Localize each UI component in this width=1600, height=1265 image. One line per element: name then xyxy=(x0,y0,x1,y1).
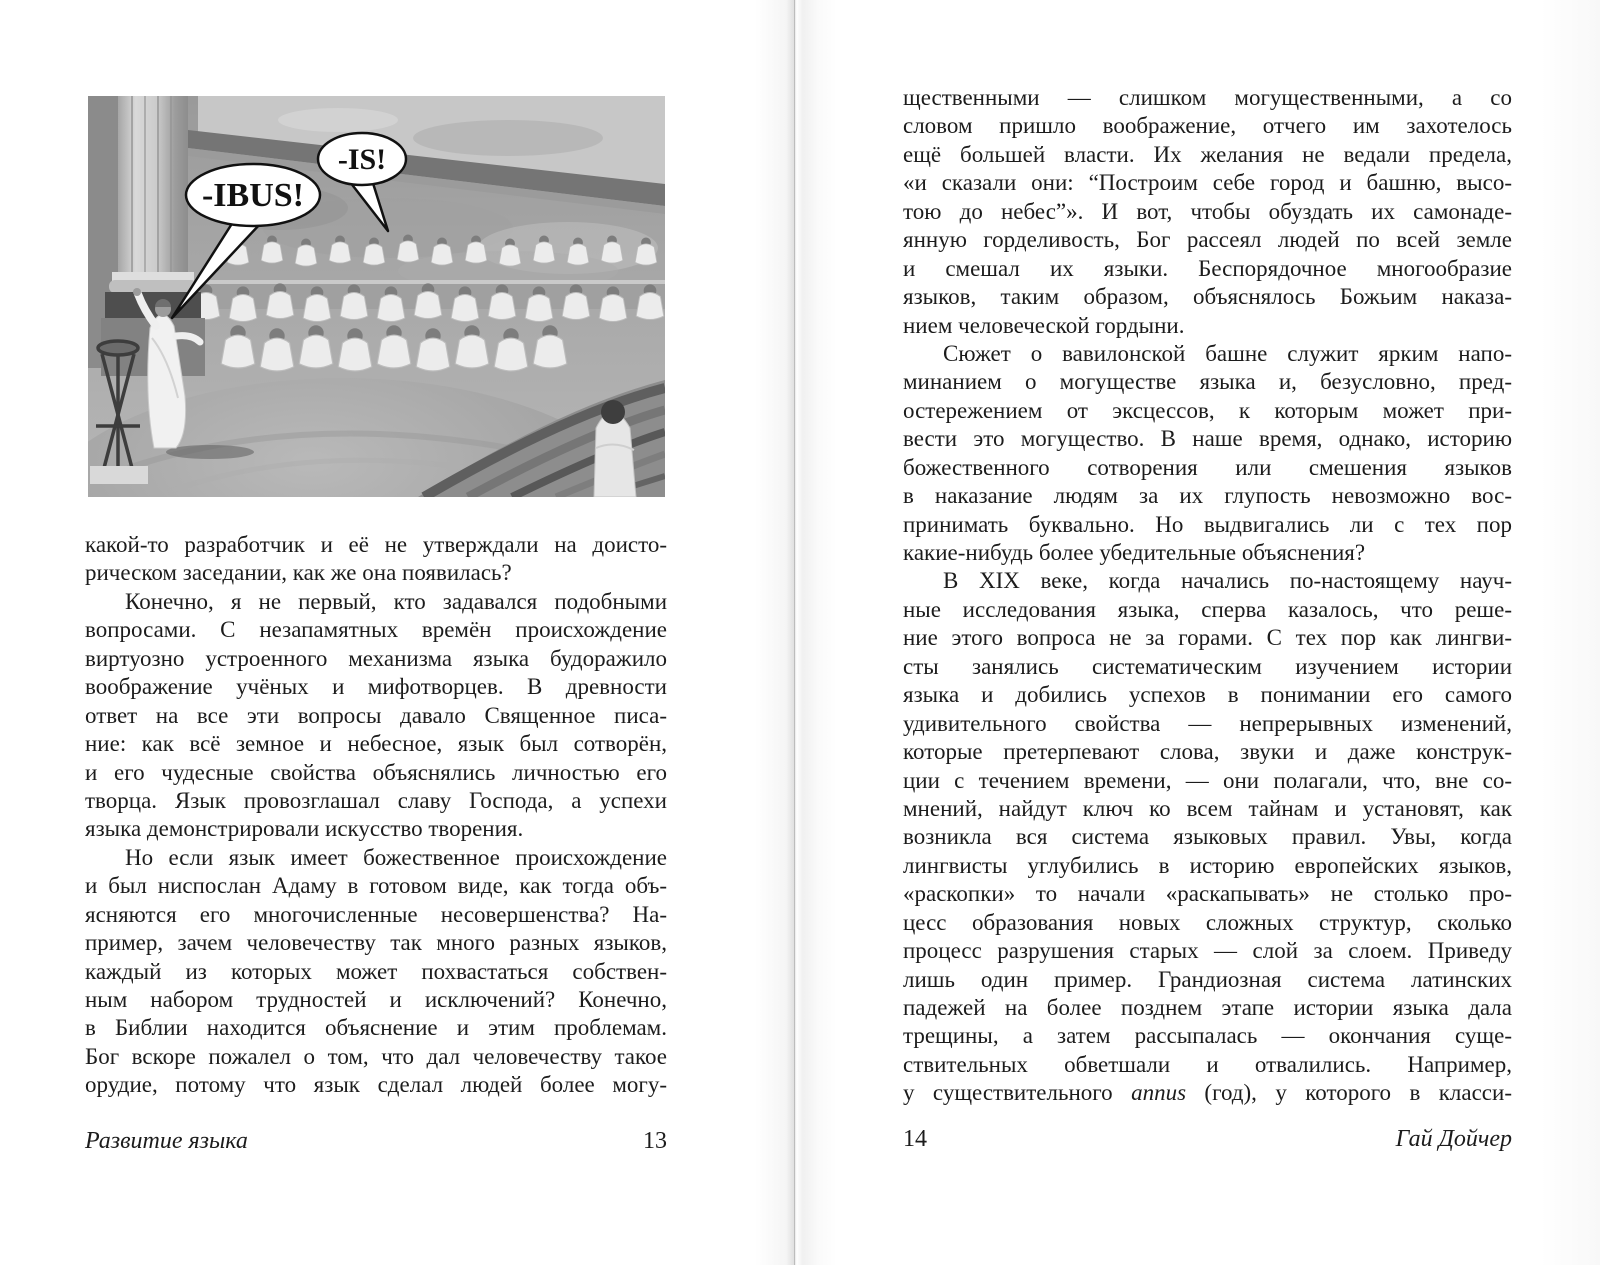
text-line: ным набором трудностей и исключений? Конечно, xyxy=(85,987,667,1012)
text-line: словом пришло воображение, отчего им захотелось xyxy=(903,113,1512,139)
text-line: ответ на все эти вопросы давало Священное писа- xyxy=(85,702,667,728)
bubble-ibus-text: -IBUS! xyxy=(201,177,305,214)
text-line: сты занялись систематическим изучением истории xyxy=(903,653,1512,679)
text-line: языков, таким образом, объяснялось Божьим наказа- xyxy=(903,284,1512,310)
text-line: ясняются его многочисленные несовершенства? На- xyxy=(85,901,667,927)
parapet-top xyxy=(198,280,665,284)
text-line: янную горделивость, Бог рассеял людей по всей земле xyxy=(903,227,1512,253)
text-line: в наказание людям за их глупость невозможно вос- xyxy=(903,483,1512,509)
text-line: орудие, потому что язык сделал людей более могу- xyxy=(85,1072,667,1098)
text-line: ещё большей власти. Их желания не ведали предела, xyxy=(903,141,1512,167)
text-line: и его чудесные свойства объяснялись личностью его xyxy=(85,759,667,785)
running-title: Развитие языка xyxy=(85,1128,248,1154)
text-line: виртуозно устроенного механизма языка будоражило xyxy=(85,645,667,671)
right-page-text xyxy=(903,84,1512,1108)
text-line: и смешал их языки. Беспорядочное многообразие xyxy=(903,255,1512,281)
text-line: удивительного свойства — непрерывных изменений, xyxy=(903,710,1512,736)
text-line: цесс образования новых сложных структур, сколько xyxy=(903,909,1512,935)
text-line: трещины, а затем рассыпалась — окончания суще- xyxy=(903,1023,1512,1049)
left-page-footer xyxy=(85,1126,667,1156)
senate-illustration xyxy=(88,96,665,497)
senators-front-row xyxy=(221,325,567,371)
text-line: каждый из которых может похвастаться собствен- xyxy=(85,958,667,984)
text-line: ные исследования языка, сперва казалось, что реше- xyxy=(903,596,1512,622)
page-number-right: 14 xyxy=(903,1126,927,1152)
text-segment: у существительного xyxy=(903,1080,1132,1106)
text-line: ствительных обветшали и отвалились. Например, xyxy=(903,1051,1512,1077)
text-line: остережением от эксцессов, к которым может при- xyxy=(903,397,1512,423)
illustration-frame xyxy=(88,96,665,497)
text-line: рическом заседании, как же она появилась? xyxy=(85,560,512,586)
text-line: минанием о могуществе языка и, безусловно, пред- xyxy=(903,369,1512,395)
text-line: какие-нибудь более убедительные объяснения? xyxy=(903,540,1366,565)
author-name: Гай Дойчер xyxy=(1395,1126,1512,1152)
text-line: творца. Язык провозглашал славу Господа, а успехи xyxy=(85,787,667,813)
text-line: божественного сотворения или смешения языков xyxy=(903,454,1512,480)
book-spine-shadow xyxy=(755,0,837,1265)
text-line: ние этого вопроса не за горами. С тех пор как лингви- xyxy=(903,625,1512,651)
text-line: в Библии находится объяснение и этим проблемам. xyxy=(85,1015,667,1041)
text-line: «и сказали они: “Построим себе город и башню, высо- xyxy=(903,170,1512,196)
text-line: и был ниспослан Адаму в готовом виде, как тогда объ- xyxy=(85,873,667,899)
text-line: процесс разрушения старых — слой за слоем. Приведу xyxy=(903,938,1512,964)
text-line: языка и добились успехов в понимании его самого xyxy=(903,682,1512,708)
text-line: Бог вскоре пожалел о том, что дал человечеству такое xyxy=(85,1043,667,1069)
text-line: какой-то разработчик и её не утверждали на доисто- xyxy=(85,532,667,557)
text-line: тою до небес”». И вот, чтобы обуздать их самонаде- xyxy=(903,198,1512,224)
text-line: нием человеческой гордыни. xyxy=(903,312,1185,338)
text-line: принимать буквально. Но выдвигались ли с тех пор xyxy=(903,511,1512,537)
text-line: вести это могущество. В наше время, однако, историю xyxy=(903,426,1512,452)
text-line: возникла вся система языковых правил. Увы, когда xyxy=(903,824,1512,850)
text-line xyxy=(903,1079,1512,1107)
pedestal-block xyxy=(90,466,148,484)
page-number-left: 13 xyxy=(643,1128,667,1154)
text-line: «раскопки» то начали «раскапывать» не столько про- xyxy=(903,881,1512,907)
text-line: Но если язык имеет божественное происхождение xyxy=(125,844,667,870)
left-page-text xyxy=(85,531,667,1100)
text-line: мнений, найдут ключ ко всем тайнам и установят, как xyxy=(903,795,1512,821)
text-line: падежей на более позднем этапе истории языка дала xyxy=(903,995,1512,1020)
bubble-is-text: -IS! xyxy=(337,143,387,176)
text-line: вопросами. С незапамятных времён происхождение xyxy=(85,617,667,643)
text-line: В XIX веке, когда начались по-настоящему науч- xyxy=(943,568,1512,594)
text-segment: (год), у которого в класси- xyxy=(1186,1080,1512,1106)
text-line: воображение учёных и мифотворцев. В древности xyxy=(85,674,667,700)
text-line: Сюжет о вавилонской башне служит ярким напо- xyxy=(943,340,1512,366)
right-page-footer xyxy=(903,1124,1512,1154)
text-line: щественными — слишком могущественными, а со xyxy=(903,85,1512,110)
text-line: ние: как всё земное и небесное, язык был сотворён, xyxy=(85,731,667,757)
text-line: Конечно, я не первый, кто задавался подобными xyxy=(125,588,667,614)
page-edge-shade xyxy=(1540,0,1600,1265)
text-line: языка демонстрировали искусство творения. xyxy=(85,816,524,842)
text-line: лингвисты углубились в историю европейских языков, xyxy=(903,852,1512,878)
text-line: пример, зачем человечеству так много разных языков, xyxy=(85,930,667,956)
text-line: лишь один пример. Грандиозная система латинских xyxy=(903,966,1512,992)
text-line: ции с течением времени, — они полагали, что, вне со- xyxy=(903,767,1512,793)
text-segment: annus xyxy=(1131,1080,1187,1106)
text-line: которые претерпевают слова, звуки и даже конструк- xyxy=(903,739,1512,765)
